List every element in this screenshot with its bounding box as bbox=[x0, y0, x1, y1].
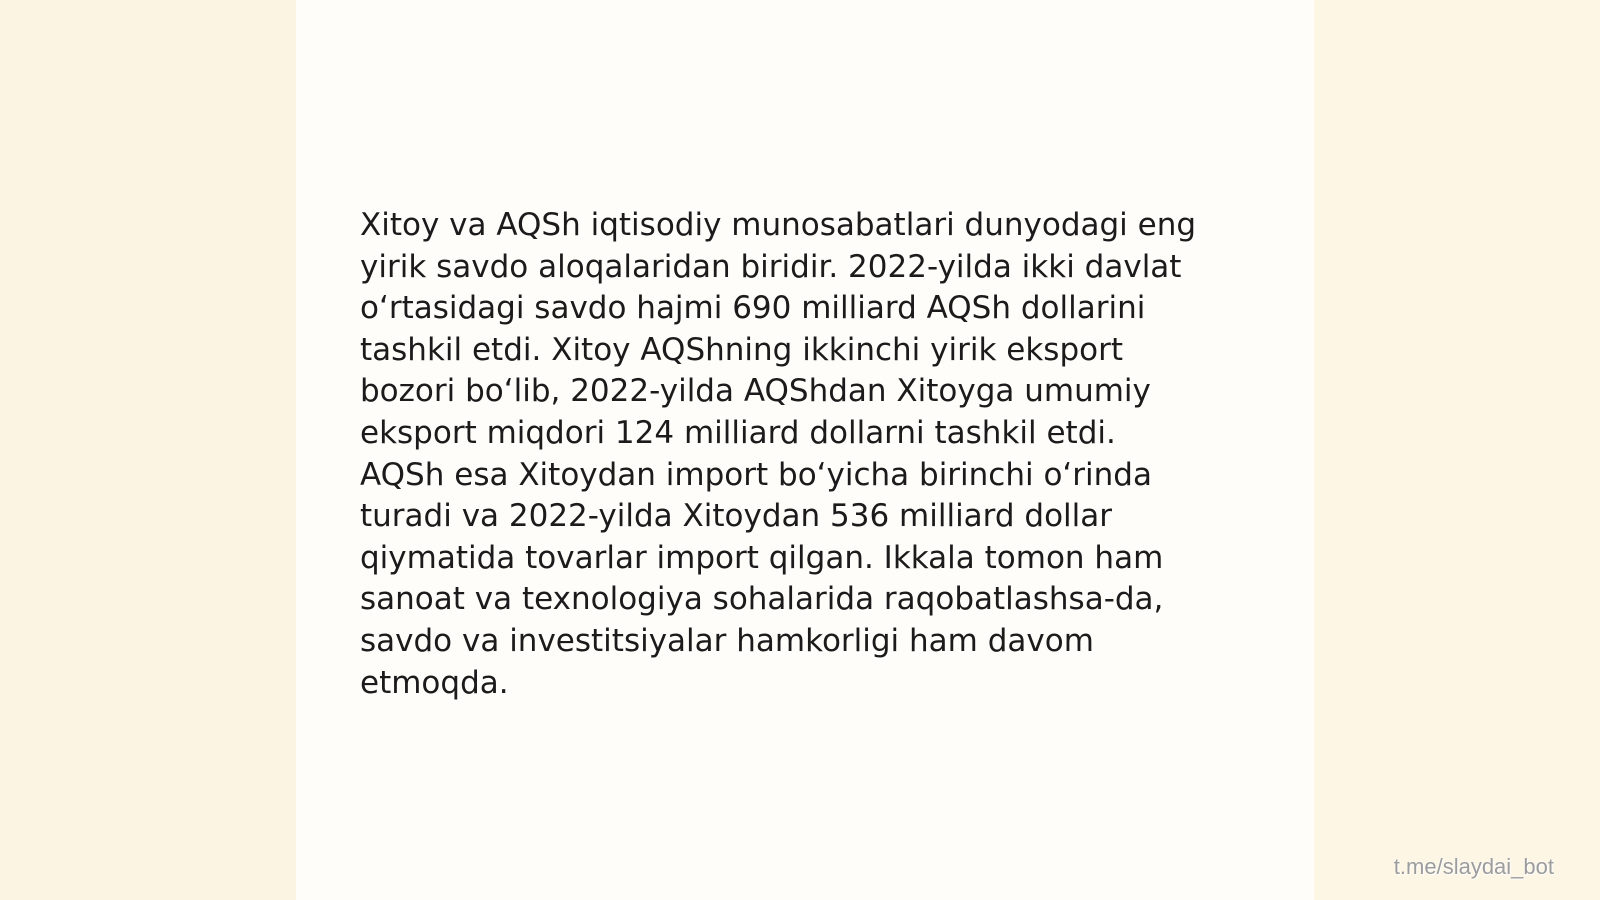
watermark-link[interactable]: t.me/slaydai_bot bbox=[1393, 854, 1554, 879]
left-margin-band bbox=[0, 0, 296, 900]
slide-body-text: Xitoy va AQSh iqtisodiy munosabatlari dunyodagi eng yirik savdo aloqalaridan biridir. 2022-yilda ikki davlat o‘rtasidagi savdo hajmi 690 milliard AQSh dollarini tashkil etdi. Xitoy AQShning ikkinchi yirik eksport bozori bo‘lib, 2022-yilda AQShdan Xitoyga umumiy eksport miqdori 124 milliard dollarni tashkil etdi. AQSh esa Xitoydan import bo‘yicha birinchi o‘rinda turadi va 2022-yilda Xitoydan 536 milliard dollar qiymatida tovarlar import qilgan. Ikkala tomon ham sanoat va texnologiya sohalarida raqobatlashsa-da, savdo va investitsiyalar hamkorligi ham davom etmoqda. bbox=[360, 207, 1197, 701]
right-margin-band bbox=[1314, 0, 1600, 900]
